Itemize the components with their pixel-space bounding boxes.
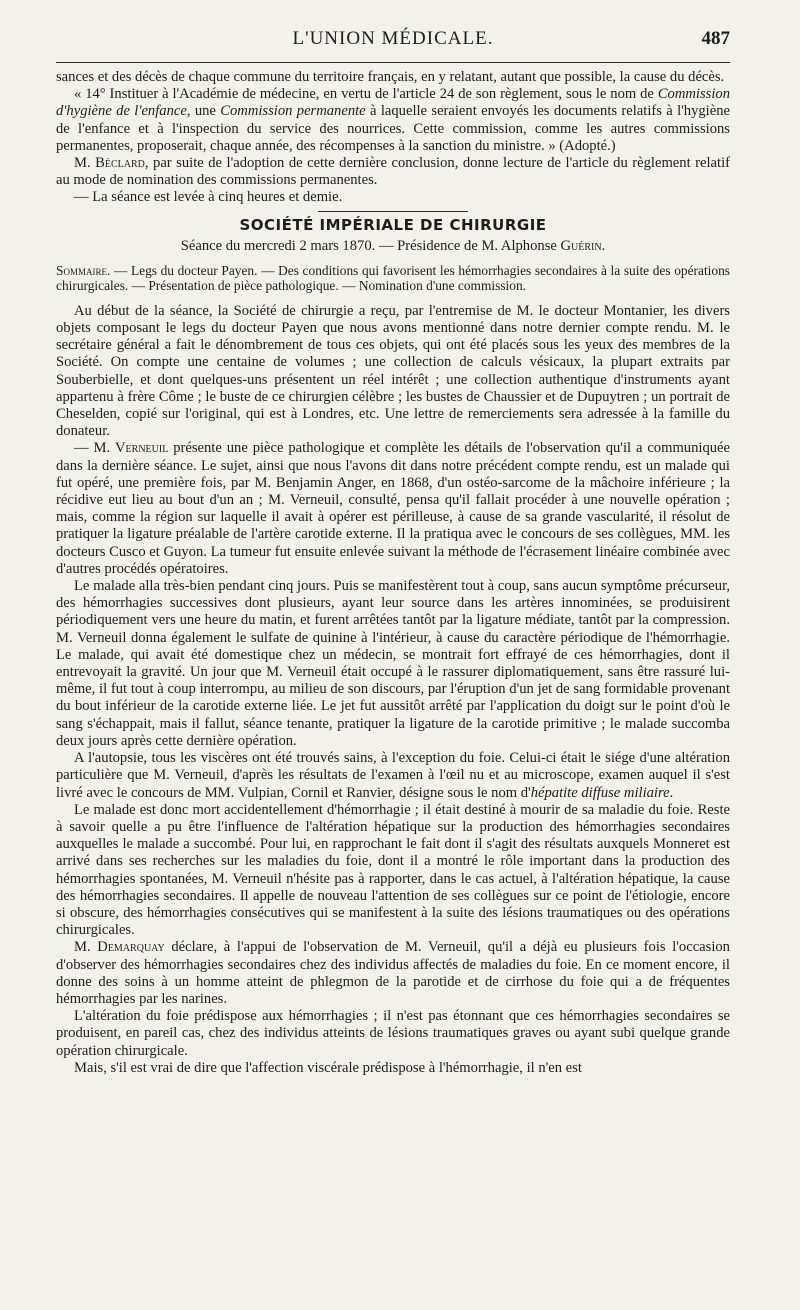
header-rule xyxy=(56,62,730,63)
commission-name: Commission d'hygiène de l'enfance xyxy=(56,86,730,120)
page xyxy=(0,22,800,1310)
diagnosis-term: hépatite diffuse miliaire xyxy=(530,784,670,801)
journal-title: L'UNION MÉDICALE. xyxy=(292,28,494,49)
paragraph-autopsy: A l'autopsie, tous les viscères ont été trouvés sains, à l'exception du foie. Celui-ci était le siége d'une altération particulière que M. Verneuil, d'après les résultats de l'examen à l'œil nu et au microscope, examen auquel il s'est livré avec le concours de MM. Vulpian, Cornil et Ranvier, désigne sous le nom d'hépatite diffuse miliaire. xyxy=(56,750,730,801)
running-head xyxy=(56,22,730,62)
paragraph-article-14: « 14° Instituer à l'Académie de médecine, en vertu de l'article 24 de son règlement, sous le nom de Commission d'hygiène de l'enfance, une Commission permanente à laquelle seraient envoyés les documents relatifs à l'hygiène de l'enfance et à l'inspection du service des nourrices. Cette commission, comme les autres commissions permanentes, proposerait, chaque année, des récompenses à la sanction du ministre. » (Adopté.) xyxy=(56,86,730,154)
speaker-name: M. Béclard xyxy=(74,155,145,172)
page-number: 487 xyxy=(701,28,730,49)
section-rule xyxy=(318,211,468,212)
session-line: Séance du mercredi 2 mars 1870. — Présidence de M. Alphonse Guérin. xyxy=(180,237,606,254)
paragraph-verneuil-presentation: — M. Verneuil présente une pièce pathologique et complète les détails de l'observation qu'il a communiquée dans la dernière séance. Le sujet, ainsi que nous l'avons dit dans notre précédent compte rendu, est un malade qui fut opéré, une première fois, par M. Benjamin Anger, en 1868, d'un ostéo-sarcome de la mâchoire inférieure ; la récidive eut lieu au bout d'un an ; M. Verneuil, consulté, pensa qu'il fallait procéder à une nouvelle opération ; mais, comme la région sur laquelle il avait à opérer est périlleuse, à cause de sa grande vascularité, il résolut de pratiquer la ligature préalable de l'artère carotide externe. Il la pratiqua avec le concours de ses collègues, MM. les docteurs Cusco et Guyon. La tumeur fut ensuite enlevée suivant la méthode de l'écrasement linéaire combinée avec d'autres procédés opératoires. xyxy=(56,440,730,577)
paragraph-liver-influence: Le malade est donc mort accidentellement d'hémorrhagie ; il était destiné à mourir de sa maladie du foie. Reste à savoir quelle a pu être l'influence de l'altération hépatique sur la production des hémorrhagies secondaires auxquelles le malade a succombé. Pour lui, en rapprochant le fait dont il s'agit des résultats auxquels Monneret est arrivé dans ses recherches sur les maladies du foie, dont il a montré le rôle important dans la production des hémorrhagies spontanées, M. Verneuil n'hésite pas à rapporter, dans le cas actuel, à l'altération hépatique, la cause des hémorrhagies secondaires. Il appelle de nouveau l'attention de ses collègues sur ce point de l'étiologie, encore si obscure, des hémorrhagies consécutives qui se manifestent à la suite des lésions traumatiques ou des opérations chirurgicales. xyxy=(56,801,730,939)
commission-type: Commission permanente xyxy=(220,103,366,120)
paragraph-hemorrhages: Le malade alla très-bien pendant cinq jours. Puis se manifestèrent tout à coup, sans aucun symptôme précurseur, des hémorrhagies successives dont plusieurs, ayant leur source dans les artères innominées, se produisirent périodiquement vers une heure du matin, et furent arrêtées tantôt par la ligature médiate, tantôt par la compression. M. Verneuil donna également le sulfate de quinine à l'intérieur, à cause du caractère périodique de l'hémorrhagie. Le malade, qui avait été domestique chez un médecin, se montrait fort effrayé de ces hémorrhagies, dont il entrevoyait la gravité. Un jour que M. Verneuil était occupé à le rassurer diplomatiquement, sans être rassuré lui-même, il fut tout à coup interrompu, au milieu de son discours, par l'éruption d'un jet de sang formidable provenant du bout inférieur de la carotide externe liée. Le jet fut aussitôt arrêté par l'application du doigt sur le point d'où le sang s'échappait, mais il fallut, séance tenante, pratiquer la ligature de la carotide primitive ; le malade succomba deux jours après cette dernière opération. xyxy=(56,578,730,749)
summary-lead: Sommaire xyxy=(56,262,107,278)
summary: Sommaire. — Legs du docteur Payen. — Des conditions qui favorisent les hémorrhagies secondaires à la suite des opérations chirurgicales. — Présentation de pièce pathologique. — Nomination d'une commission. xyxy=(56,262,730,294)
paragraph-visceral-affection: Mais, s'il est vrai de dire que l'affection viscérale prédispose à l'hémorrhagie, il n'en est xyxy=(74,1059,582,1076)
president-name: Guérin xyxy=(560,237,602,254)
paragraph-continuation: sances et des décès de chaque commune du territoire français, en y relatant, autant que possible, la cause du décès. xyxy=(56,69,725,85)
speaker-name: M. Demarquay xyxy=(74,939,165,956)
paragraph-payen-legacy: Au début de la séance, la Société de chirurgie a reçu, par l'entremise de M. le docteur Montanier, les divers objets composant le legs du docteur Payen que nous avons mentionné dans notre dernier compte rendu. M. le secrétaire général a fait le dénombrement de tous ces objets, qui ont été placés sous les yeux des membres de la Société. On compte une centaine de volumes ; une collection de calculs vésicaux, la plupart extraits par Souberbielle, et dont quelques-uns présentent un réel intérêt ; une collection authentique d'instruments ayant appartenu à frère Côme ; le buste de ce chirurgien célèbre ; les bustes de Chaussier et de Dupuytren ; un portrait de Cheselden, copié sur l'original, qui est à Londres, etc. Une lettre de remerciements sera adressée à la famille du donateur. xyxy=(56,302,730,440)
speaker-name: Verneuil xyxy=(115,440,169,457)
paragraph-liver-predisposition: L'altération du foie prédispose aux hémorrhagies ; il n'est pas étonnant que ces hémorrhagies secondaires se produisent, en pareil cas, chez des individus atteints de lésions traumatiques graves ou ayant subi quelque grande opération chirurgicale. xyxy=(56,1008,730,1059)
paragraph-beclard: M. Béclard, par suite de l'adoption de cette dernière conclusion, donne lecture de l'article du règlement relatif au mode de nomination des commissions permanentes. xyxy=(56,155,730,189)
paragraph-session-closed: — La séance est levée à cinq heures et demie. xyxy=(74,189,343,206)
section-title: SOCIÉTÉ IMPÉRIALE DE CHIRURGIE xyxy=(239,215,547,234)
paragraph-demarquay: M. Demarquay déclare, à l'appui de l'observation de M. Verneuil, qu'il a déjà eu plusieurs fois l'occasion d'observer des hémorrhagies secondaires chez des individus affectés de maladies du foie. En ce moment encore, il donne des soins à un homme atteint de phlegmon de la parotide et de cirrhose du foie qui a de fréquentes hémorrhagies par les narines. xyxy=(56,939,730,1007)
